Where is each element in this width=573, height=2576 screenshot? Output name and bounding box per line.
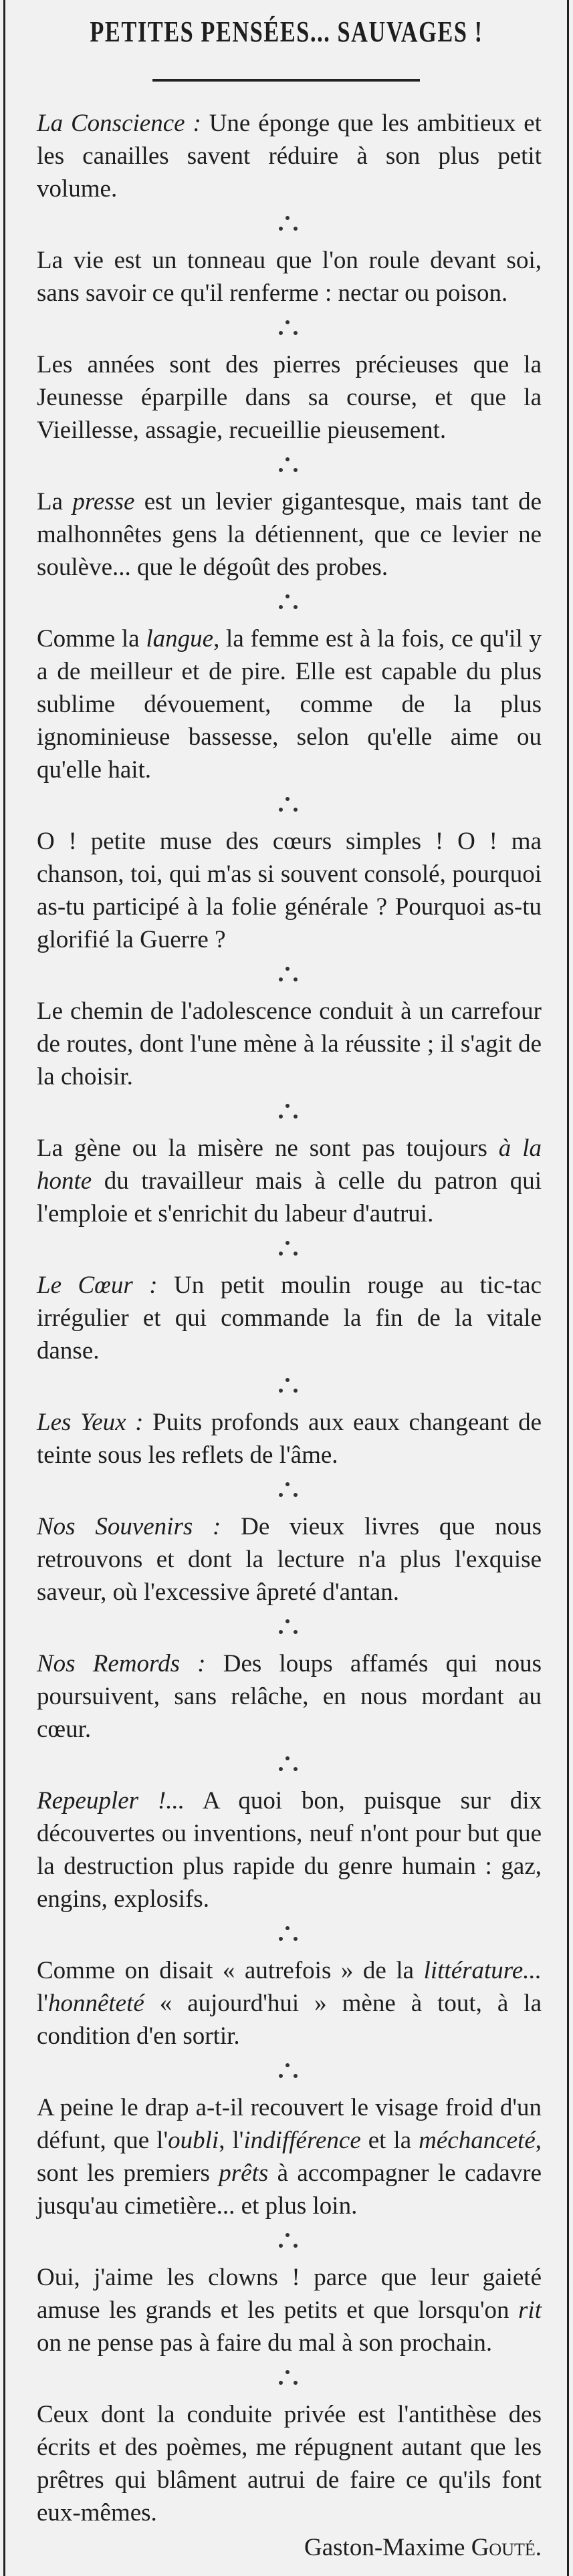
text-run: La gène ou la misère ne sont pas toujours [37,1135,499,1162]
separator-dot [294,1115,298,1119]
separator-dot [285,1619,290,1623]
asterism-separator [37,1230,542,1269]
text-run: est un levier gigantesque, mais tant de malhonnêtes gens la détiennent, que ce levier ne soulève... que le dégoût des probes. [37,488,542,581]
asterism-separator [37,1746,542,1784]
separator-dot [285,594,290,598]
separator-dot [285,1482,290,1486]
asterism-separator [37,2053,542,2091]
separator-dot [285,2063,290,2067]
separator-dot [294,605,298,609]
text-run: et la [360,2127,419,2154]
separator-dot [294,808,298,812]
separator-dot [285,2370,290,2374]
thought-paragraph [37,1406,542,1472]
text-run: Une éponge que les ambitieux et les canailles savent réduire à son plus petit volume. [37,110,542,203]
separator-dot [279,977,283,981]
separator-dot [294,2381,298,2385]
text-run: Comme la [37,625,146,653]
separator-dot [279,1630,283,1634]
thought-paragraph [37,244,542,310]
left-column-rule [3,0,5,2576]
text-run: Ceux dont la conduite privée est l'antithèse des écrits et des poèmes, me répugnent autant que les prêtres qui blâment autrui de faire ce qu'ils font eux-mêmes. [37,2401,542,2527]
thought-paragraph [37,348,542,447]
separator-dot [294,1252,298,1256]
thought-paragraph [37,2398,542,2529]
asterism-separator [37,584,542,622]
text-run: « aujourd'hui » mène à tout, à la condition d'en sortir. [37,1990,542,2050]
text-run: Puits profonds aux eaux changeant de teinte sous les reflets de l'âme. [37,1409,542,1469]
italic-text: prêts [219,2159,269,2187]
italic-text: langue [146,625,214,653]
text-run: l' [37,1990,48,2017]
text-run: à accompagner le cadavre jusqu'au cimetière... et plus loin. [37,2159,542,2220]
asterism-separator [37,786,542,825]
text-run: , sont les premiers [37,2127,542,2187]
italic-text: Repeupler !... [37,1787,185,1814]
italic-text: honnêteté [47,1990,144,2017]
italic-text: Nos Souvenirs : [37,1513,221,1540]
thought-paragraph [37,1510,542,1609]
separator-dot [279,2244,283,2248]
separator-dot [279,605,283,609]
text-run: du travailleur mais à celle du patron qui l'emploie et s'enrichit du labeur d'autrui. [37,1167,542,1227]
separator-dot [294,977,298,981]
article-body [37,107,542,2562]
text-run: Comme on disait « autrefois » de la [37,1957,424,1984]
separator-dot [294,2074,298,2078]
separator-dot [279,331,283,335]
separator-dot [285,457,290,461]
separator-dot [279,2381,283,2385]
text-run: on ne pense pas à faire du mal à son prochain. [37,2329,493,2357]
asterism-separator [37,1609,542,1647]
asterism-separator [37,205,542,244]
separator-dot [279,1252,283,1256]
separator-dot [294,227,298,231]
thought-paragraph [37,485,542,584]
separator-dot [279,2074,283,2078]
separator-dot [285,2233,290,2237]
italic-text: oubli [168,2127,219,2154]
separator-dot [294,1937,298,1941]
thought-paragraph [37,1647,542,1746]
italic-text: Nos Remords : [37,1650,206,1677]
asterism-separator [37,447,542,485]
thought-paragraph [37,107,542,205]
separator-dot [285,797,290,801]
author-signature [37,2533,542,2562]
right-column-rule [567,0,569,2576]
thought-paragraph [37,1784,542,1915]
separator-dot [285,1926,290,1930]
separator-dot [279,1937,283,1941]
separator-dot [279,227,283,231]
separator-dot [294,331,298,335]
title-underline [152,79,420,82]
text-run: De vieux livres que nous retrouvons et dont la lecture n'a plus l'exquise saveur, où l'excessive âpreté d'antan. [37,1513,542,1606]
thought-paragraph [37,1132,542,1230]
text-run: Le chemin de l'adolescence conduit à un carrefour de routes, dont l'une mène à la réussite ; il s'agit de la choisir. [37,998,542,1090]
italic-text: Le Cœur : [37,1272,158,1299]
author-first-name: Gaston-Maxime [304,2534,465,2561]
text-run: Des loups affamés qui nous poursuivent, sans relâche, en nous mordant au cœur. [37,1650,542,1743]
italic-text: indifférence [243,2127,361,2154]
separator-dot [294,468,298,472]
thought-paragraph [37,995,542,1093]
separator-dot [279,1389,283,1393]
asterism-separator [37,2359,542,2398]
text-run: O ! petite muse des cœurs simples ! O ! ma chanson, toi, qui m'as si souvent consolé, pourquoi as-tu participé à la folie générale ? Pourquoi as-tu glorifié la Guerre ? [37,828,542,953]
text-run: Les années sont des pierres précieuses que la Jeunesse éparpille dans sa course, et que la Vieillesse, assagie, recueillie pieusement. [37,351,542,444]
text-run: Un petit moulin rouge au tic-tac irrégulier et qui commande la fin de la vitale danse. [37,1272,542,1365]
text-run: Oui, j'aime les clowns ! parce que leur gaieté amuse les grands et les petits et que lorsqu'on [37,2264,542,2324]
separator-dot [294,1767,298,1771]
text-run: A peine le drap a-t-il recouvert le visage froid d'un défunt, que l' [37,2094,542,2154]
italic-text: presse [72,488,135,515]
separator-dot [285,216,290,220]
italic-text: littérature... [423,1957,542,1984]
separator-dot [294,1493,298,1497]
separator-dot [285,320,290,324]
thought-paragraph [37,1269,542,1367]
asterism-separator [37,956,542,995]
separator-dot [279,1115,283,1119]
separator-dot [294,2244,298,2248]
text-run: , la femme est à la fois, ce qu'il y a de meilleur et de pire. Elle est capable du plus sublime dévouement, comme de la plus ignominieuse bassesse, selon qu'elle aime ou qu'elle hait. [37,625,542,784]
italic-text: méchanceté [419,2127,536,2154]
separator-dot [279,808,283,812]
text-run: La vie est un tonneau que l'on roule devant soi, sans savoir ce qu'il renferme : nectar ou poison. [37,247,542,307]
italic-text: rit [518,2297,542,2324]
separator-dot [294,1630,298,1634]
text-run: , l' [219,2127,244,2154]
text-run: La [37,488,73,515]
separator-dot [279,1493,283,1497]
italic-text: La Conscience : [37,110,201,137]
separator-dot [285,1756,290,1760]
separator-dot [279,1767,283,1771]
separator-dot [294,1389,298,1393]
separator-dot [285,1241,290,1245]
thought-paragraph [37,1954,542,2053]
asterism-separator [37,1915,542,1954]
asterism-separator [37,310,542,348]
separator-dot [285,1104,290,1108]
thought-paragraph [37,622,542,786]
separator-dot [285,1378,290,1382]
italic-text: Les Yeux : [37,1409,144,1436]
asterism-separator [37,1472,542,1510]
asterism-separator [37,2222,542,2261]
separator-dot [285,967,290,971]
thought-paragraph [37,825,542,956]
separator-dot [279,468,283,472]
thought-paragraph [37,2261,542,2359]
asterism-separator [37,1093,542,1132]
thought-paragraph [37,2091,542,2222]
asterism-separator [37,1367,542,1406]
author-last-name: Gouté. [471,2534,542,2561]
italic-text: à la honte [37,1135,542,1195]
article-title: PETITES PENSÉES... SAUVAGES ! [90,15,483,48]
text-run: A quoi bon, puisque sur dix découvertes ou inventions, neuf n'ont pour but que la destruction plus rapide du genre humain : gaz, engins, explosifs. [37,1787,542,1913]
